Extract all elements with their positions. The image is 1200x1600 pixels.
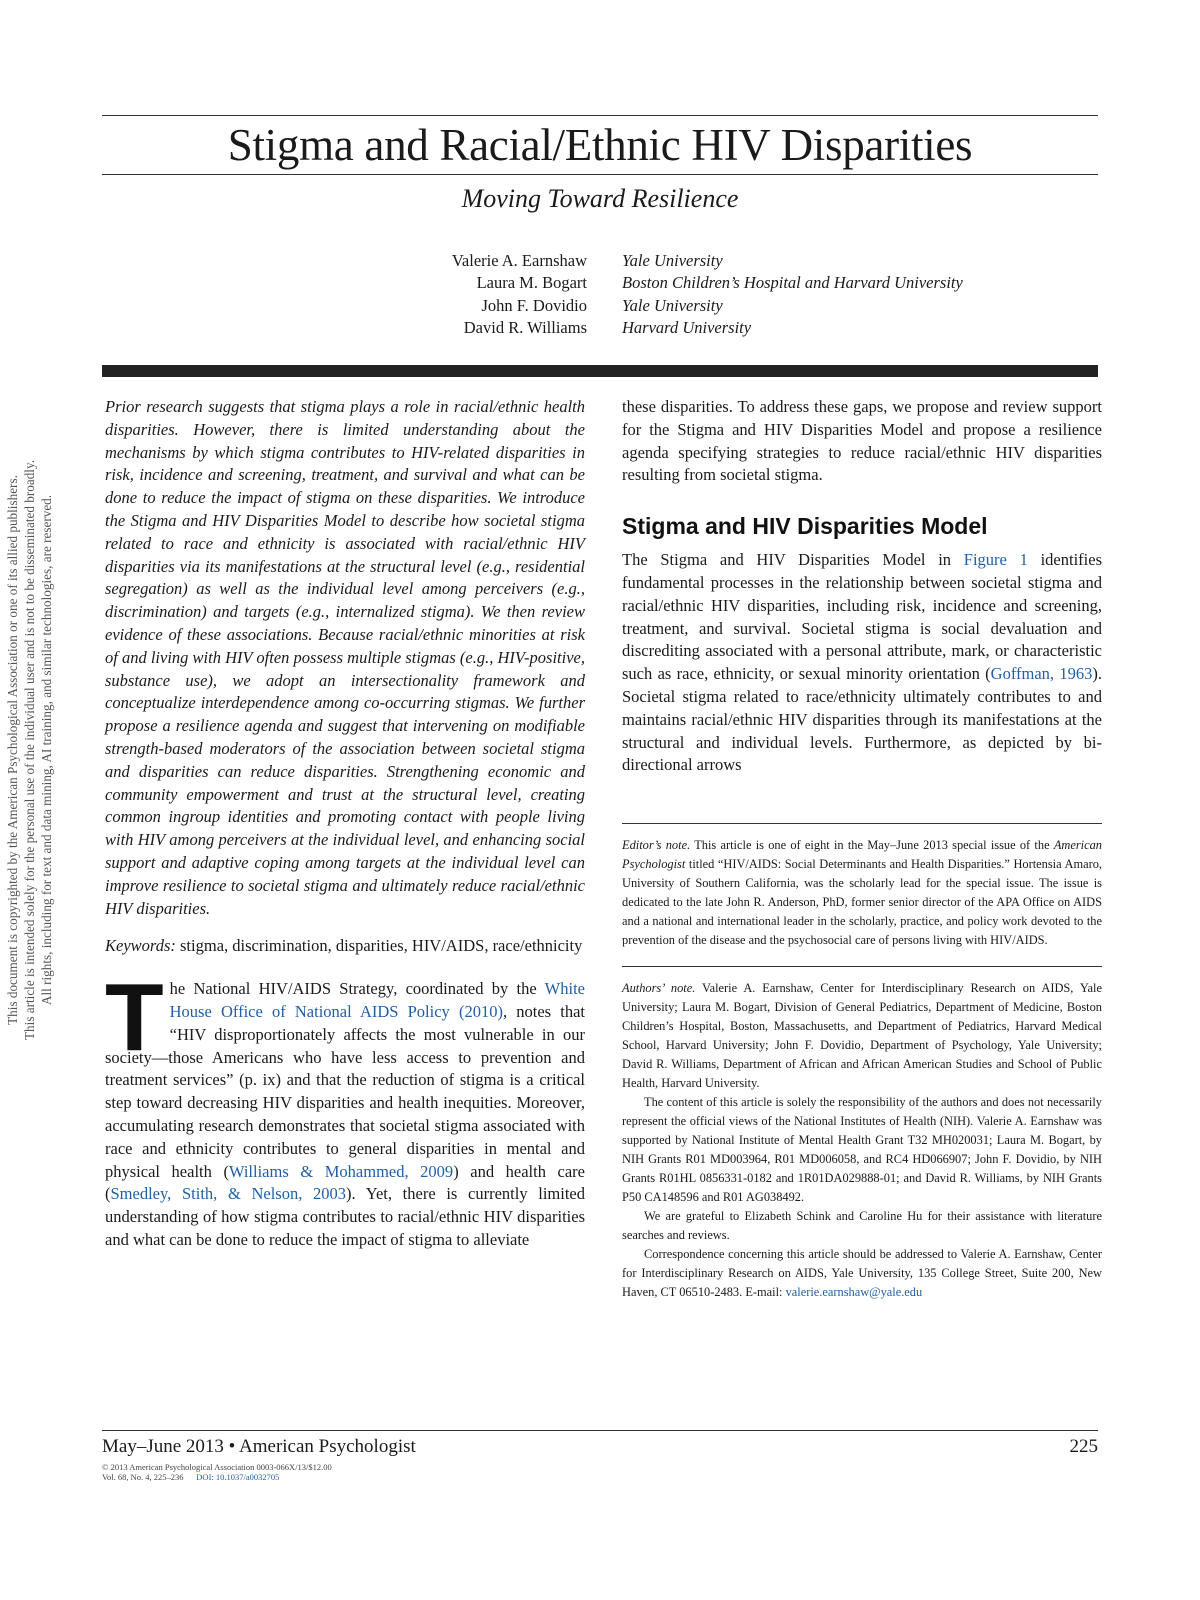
citation-link[interactable]: Smedley, Stith, & Nelson, 2003 — [110, 1184, 347, 1204]
intro-paragraph — [105, 964, 586, 1252]
intro-continuation: these disparities. To address these gaps, we propose and review support for the Stigma and HIV Disparities Model and propose a resilience agenda specifying strategies to reduce racial/ethnic HIV disparities resulting from societal stigma. — [622, 397, 1102, 485]
author-affiliation: Boston Children’s Hospital and Harvard University — [622, 273, 963, 293]
intro-text: ) and health care ( — [105, 1161, 585, 1204]
author-affiliation: Yale University — [622, 251, 723, 270]
note-rule — [622, 823, 1102, 824]
title-rule — [102, 174, 1098, 175]
figure-link[interactable]: Figure 1 — [963, 550, 1028, 570]
footer-journal: May–June 2013 • American Psychologist — [102, 1436, 416, 1457]
editors-note — [622, 836, 1102, 950]
note-rule — [622, 966, 1102, 967]
citation-link[interactable]: Goffman, 1963 — [990, 664, 1093, 684]
title-block — [102, 116, 1098, 216]
keywords-label: Keywords: — [105, 936, 176, 956]
article-subtitle: Moving Toward Resilience — [461, 184, 739, 213]
authors-note-label: Authors’ note. — [622, 981, 696, 996]
citation-link[interactable]: Williams & Mohammed, 2009 — [228, 1161, 454, 1181]
intro-text: he National HIV/AIDS Strategy, coordinated by the — [169, 979, 545, 999]
intro-text: , notes that “HIV disproportionately affects the most vulnerable in our society—those Americans who have less access to prevention and treatment services” (p. ix) and that the reduction of stigma is a critical step toward decreasing HIV disparities and health inequities. Moreover, accumulating research demonstrates that societal stigma associated with race and ethnicity contributes to general disparities in mental and physical health ( — [105, 1001, 586, 1181]
author-affiliation: Harvard University — [622, 318, 752, 338]
footer-copyright — [102, 1462, 332, 1482]
author-affiliation: Yale University — [622, 295, 723, 315]
intro-text: ). Yet, there is currently limited understanding of how stigma contributes to racial/ethnic HIV disparities and what can be done to reduce the impact of stigma to alleviate — [105, 1184, 585, 1249]
volume-info: Vol. 68, No. 4, 225–236 — [102, 1472, 184, 1482]
right-column — [622, 396, 1102, 1302]
funding-note: The content of this article is solely the responsibility of the authors and does not necessarily represent the official views of the National Institutes of Health (NIH). Valerie A. Earnshaw was supported by National Institute of Mental Health Grant T32 MH020031; Laura M. Bogart, by NIH Grants R01 MD003964, R01 MD006058, and RC4 HD066907; John F. Dovidio, by NIH Grants R01HL 0856331-0182 and 1R01DA029888-01; and David R. Williams, by NIH Grants P50 CA148596 and R01 AG038492. — [622, 1095, 1102, 1205]
author-names — [452, 250, 587, 340]
notice-line: All rights, including for text and data mining, AI training, and similar technologies, are reserved. — [39, 494, 54, 1006]
journal-name: American Psychologist — [622, 838, 1102, 872]
author-name: David R. Williams — [463, 318, 587, 338]
author-name: Laura M. Bogart — [476, 273, 587, 293]
section-text: The Stigma and HIV Disparities Model in — [622, 550, 964, 570]
copyright-line — [102, 1472, 332, 1482]
section-text: ). Societal stigma related to race/ethnicity ultimately contributes to and maintains racial/ethnic HIV disparities through its manifestations at the structural and individual levels. Furthermore, as depicted by bi-directional arrows — [622, 664, 1102, 775]
section-paragraph — [622, 549, 1102, 777]
drop-cap: T — [105, 964, 164, 1072]
section-text: identifies fundamental processes in the relationship between societal stigma and racial/ethnic HIV disparities, including risk, incidence and screening, treatment, and survival. Societal stigma is social devaluation and discrediting associated with a personal attribute, mark, or characteristic such as race, ethnicity, or sexual minority orientation ( — [622, 550, 1102, 684]
correspondence-note — [622, 1245, 1102, 1302]
vertical-copyright-notice — [4, 390, 55, 1110]
author-affiliations — [622, 250, 963, 340]
notice-line: This document is copyrighted by the American Psychological Association or one of its allied publishers. — [5, 475, 20, 1025]
footer-rule — [102, 1430, 1098, 1431]
keywords-list: stigma, discrimination, disparities, HIV/AIDS, race/ethnicity — [180, 936, 583, 956]
authors-note — [622, 979, 1102, 1093]
note-text: Valerie A. Earnshaw, Center for Interdisciplinary Research on AIDS, Yale University; Laura M. Bogart, Division of General Pediatrics, Department of Medicine, Boston Children’s Hospital, Boston, Massachusetts, and Department of Pediatrics, Harvard Medical School, Harvard University; John F. Dovidio, Department of Psychology, Yale University; David R. Williams, Department of African and African American Studies and School of Public Health, Harvard University. — [622, 981, 1102, 1091]
editors-note-label: Editor’s note. — [622, 838, 691, 853]
doi-link[interactable]: DOI: 10.1037/a0032705 — [196, 1472, 280, 1482]
note-text: Correspondence concerning this article should be addressed to Valerie A. Earnshaw, Center for Interdisciplinary Research on AIDS, Yale University, 135 College Street, Suite 200, New Haven, CT 06510-2483. E-mail: — [622, 1247, 1102, 1300]
section-heading: Stigma and HIV Disparities Model — [622, 513, 988, 540]
citation-link[interactable]: White House Office of National AIDS Policy (2010) — [169, 979, 585, 1021]
email-link[interactable]: valerie.earnshaw@yale.edu — [785, 1285, 923, 1300]
keywords — [105, 935, 585, 958]
note-text: titled “HIV/AIDS: Social Determinants and Health Disparities.” Hortensia Amaro, University of Southern California, was the scholarly lead for the special issue. The issue is dedicated to the late John R. Anderson, PhD, former senior director of the APA Office on AIDS and a national and international leader in the scholarly, practice, and policy work devoted to the prevention of the disease and the psychosocial care of persons living with HIV/AIDS. — [622, 857, 1102, 948]
copyright-line: © 2013 American Psychological Association 0003-066X/13/$12.00 — [102, 1462, 332, 1472]
left-column — [105, 396, 585, 1252]
note-text: This article is one of eight in the May–June 2013 special issue of the — [690, 838, 1054, 853]
article-title: Stigma and Racial/Ethnic HIV Disparities — [227, 120, 973, 170]
page-number: 225 — [1069, 1436, 1098, 1457]
abstract: Prior research suggests that stigma plays a role in racial/ethnic health disparities. However, there is limited understanding about the mechanisms by which stigma contributes to HIV-related disparities in risk, incidence and screening, treatment, and survival and what can be done to reduce the impact of stigma on these disparities. We introduce the Stigma and HIV Disparities Model to describe how societal stigma related to race and ethnicity is associated with racial/ethnic HIV disparities via its manifestations at the structural level (e.g., residential segregation) as well as the individual level among perceivers (e.g., discrimination) and targets (e.g., internalized stigma). We then review evidence of these associations. Because racial/ethnic minorities at risk of and living with HIV often possess multiple stigmas (e.g., HIV-positive, substance use), we adopt an intersectionality framework and conceptualize interdependence among co-occurring stigmas. We further propose a resilience agenda and suggest that intervening on modifiable strength-based moderators of the association between societal stigma and disparities can reduce disparities. Strengthening economic and community empowerment and trust at the structural level, creating common ingroup identities and promoting contact with people living with HIV among perceivers at the individual level, and enhancing social support and adaptive coping among targets at the individual level can improve resilience to societal stigma and ultimately reduce racial/ethnic HIV disparities. — [105, 397, 585, 918]
author-name: Valerie A. Earnshaw — [451, 251, 587, 270]
author-name: John F. Dovidio — [481, 295, 587, 315]
notice-line: This article is intended solely for the personal use of the individual user and is not to be disseminated broadly. — [22, 460, 37, 1040]
section-divider-bar — [102, 365, 1098, 377]
acknowledgement-note: We are grateful to Elizabeth Schink and Caroline Hu for their assistance with literature searches and reviews. — [622, 1209, 1102, 1243]
